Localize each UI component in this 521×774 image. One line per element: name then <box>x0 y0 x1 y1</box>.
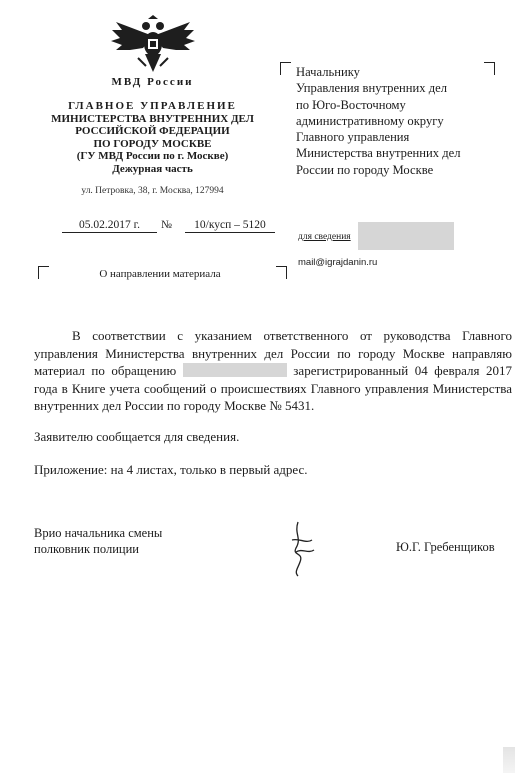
signer-title-line: Врио начальника смены <box>34 526 163 540</box>
scan-edge-mark <box>503 747 515 773</box>
redacted-name-box <box>358 222 454 250</box>
recipient-line: Главного управления <box>296 130 410 145</box>
recipient-line: по Юго-Восточному <box>296 97 406 112</box>
org-short-name: МВД России <box>111 76 194 88</box>
body-paragraph-2: Заявителю сообщается для сведения. <box>34 429 240 444</box>
signer-title <box>34 525 162 557</box>
org-line: ГЛАВНОЕ УПРАВЛЕНИЕ <box>68 100 237 112</box>
signer-name: Ю.Г. Гребенщиков <box>396 540 495 554</box>
body-paragraph-3: Приложение: на 4 листах, только в первый адрес. <box>34 462 308 477</box>
recipient-line: Управления внутренних дел <box>296 81 447 96</box>
subject-line: О направлении материала <box>99 268 221 280</box>
for-info-label: для сведения <box>298 232 351 242</box>
org-address: ул. Петровка, 38, г. Москва, 127994 <box>81 186 224 196</box>
redacted-applicant-box <box>183 363 287 377</box>
document-date: 05.02.2017 г. <box>62 219 157 233</box>
body-text-a: В соответствии с указанием ответственного от руководства Главного управления Министерства внутренних дел России по городу Москве направляю материал по обращению <box>34 328 512 378</box>
org-line: РОССИЙСКОЙ ФЕДЕРАЦИИ <box>75 125 230 137</box>
handwritten-signature <box>284 518 320 578</box>
recipient-line: Начальнику <box>296 65 360 79</box>
recipient-line: административному округу <box>296 113 444 128</box>
double-headed-eagle-emblem <box>108 14 198 76</box>
number-sign: № <box>161 219 172 231</box>
bracket-corner <box>280 62 291 75</box>
org-name-block <box>20 100 285 175</box>
body-text-b: зарегистрированный 04 февраля 2017 года в Книге учета сообщений о происшествиях Главного управления Министерства внутренних дел России по городу Москве № 5431. <box>34 363 512 413</box>
signer-title-line: полковник полиции <box>34 542 139 556</box>
email-address: mail@igrajdanin.ru <box>298 257 378 268</box>
org-line: ПО ГОРОДУ МОСКВЕ <box>93 137 212 150</box>
org-line: Дежурная часть <box>112 162 193 175</box>
recipient-line: России по городу Москве <box>296 162 434 177</box>
recipient-block <box>296 64 496 178</box>
org-line: (ГУ МВД России по г. Москве) <box>76 150 229 162</box>
recipient-line: Министерства внутренних дел <box>296 146 461 161</box>
document-number: 10/кусп – 5120 <box>185 219 275 233</box>
org-line: МИНИСТЕРСТВА ВНУТРЕННИХ ДЕЛ <box>51 112 254 125</box>
body-paragraph-1 <box>34 327 512 415</box>
